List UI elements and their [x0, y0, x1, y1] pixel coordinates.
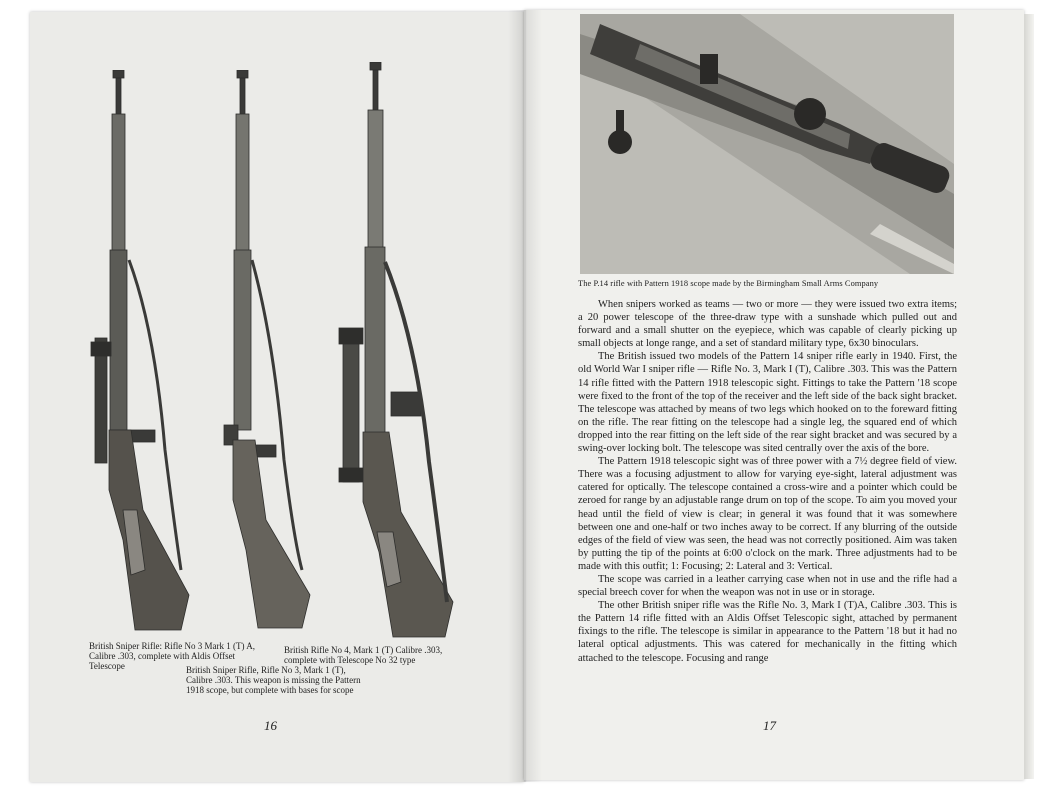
rifle-3-caption: British Rifle No 4, Mark 1 (T) Calibre .303, complete with Telescope No 32 type [284, 645, 443, 665]
page-number-right: 17 [763, 718, 776, 733]
paragraph: When snipers worked as teams — two or more — they were issued two extra items; a 20 power telescope of the three-draw type with a sunshade which pulled out and forward and a small shutter on the eyepiece, which was capable of clearly picking up small objects at longe range, and a set of standard military type, 6x30 binoculars. [578, 299, 957, 350]
rifle-photo-3 [335, 62, 465, 642]
paragraph: The Pattern 1918 telescopic sight was of three power with a 7½ degree field of view. There was a focusing adjustment to allow for varying eye-sight, lateral adjustment was catered for optically. The telescope contained a cross-wire and a pointer which could be zeroed for range by an adjustable range drum on top of the scope. To aim you moved your head until the field of view is clear; in general it was found that it was somewhere between one and one-half or two inches away to be correct. If any blurring of the outside edges of the field of view was seen, the head was not correctly positioned. Aim was taken by putting the tip of the points at 6:00 o'clock on the mark. Three adjustments had to be made with this outfit; 1: Focusing; 2: Lateral and 3: Vertical. [578, 456, 957, 572]
rifle-1-caption: British Sniper Rifle: Rifle No 3 Mark 1 (T) A, Calibre .303, complete with Aldis Offset Telescope [89, 641, 255, 671]
rifle-2-caption: British Sniper Rifle, Rifle No 3, Mark 1 (T), Calibre .303. This weapon is missing the Pattern 1918 scope, but complete with bases for scope [186, 665, 361, 695]
rifle-scope-photo [580, 14, 954, 274]
paragraph: The British issued two models of the Pattern 14 sniper rifle early in 1940. First, the old World War I sniper rifle — Rifle No. 3, Mark I (T), Calibre .303. This was the Pattern 14 rifle fitted with the Pattern 1918 telescopic sight. Fittings to take the Pattern '18 scope were fixed to the front of the top of the receiver and the left side of the back sight bracket. The telescope was attached by means of two legs which hooked on to the foreward fitting on the rifle. The rear fitting on the telescope had a single leg, the squared end of which dropped into the rear fitting on the left side of the rear sight bracket and was secured by a swing-over locking bolt. The telescope was sited centrally over the axis of the bore. [578, 351, 957, 455]
rifle-photo-1 [85, 70, 195, 632]
page-number-left: 16 [264, 718, 277, 733]
rifle-photo-2 [210, 70, 320, 632]
photo-caption: The P.14 rifle with Pattern 1918 scope made by the Birmingham Small Arms Company [578, 279, 879, 288]
body-text [578, 298, 957, 665]
book-gutter [508, 10, 542, 782]
paragraph: The other British sniper rifle was the Rifle No. 3, Mark I (T)A, Calibre .303. This is the Pattern 14 rifle fitted with an Aldis Offset Telescopic sight, attached by permanent fixings to the rifle. The telescope is similar in appearance to the Pattern '18 but it had no lateral optical adjustments. This was catered for mechanically in the fitting which attached to the telescope. Focusing and range [578, 600, 957, 664]
paragraph: The scope was carried in a leather carrying case when not in use and the rifle had a special breech cover for when the weapon was not in use or in storage. [578, 573, 957, 599]
page-edges [1024, 14, 1034, 779]
